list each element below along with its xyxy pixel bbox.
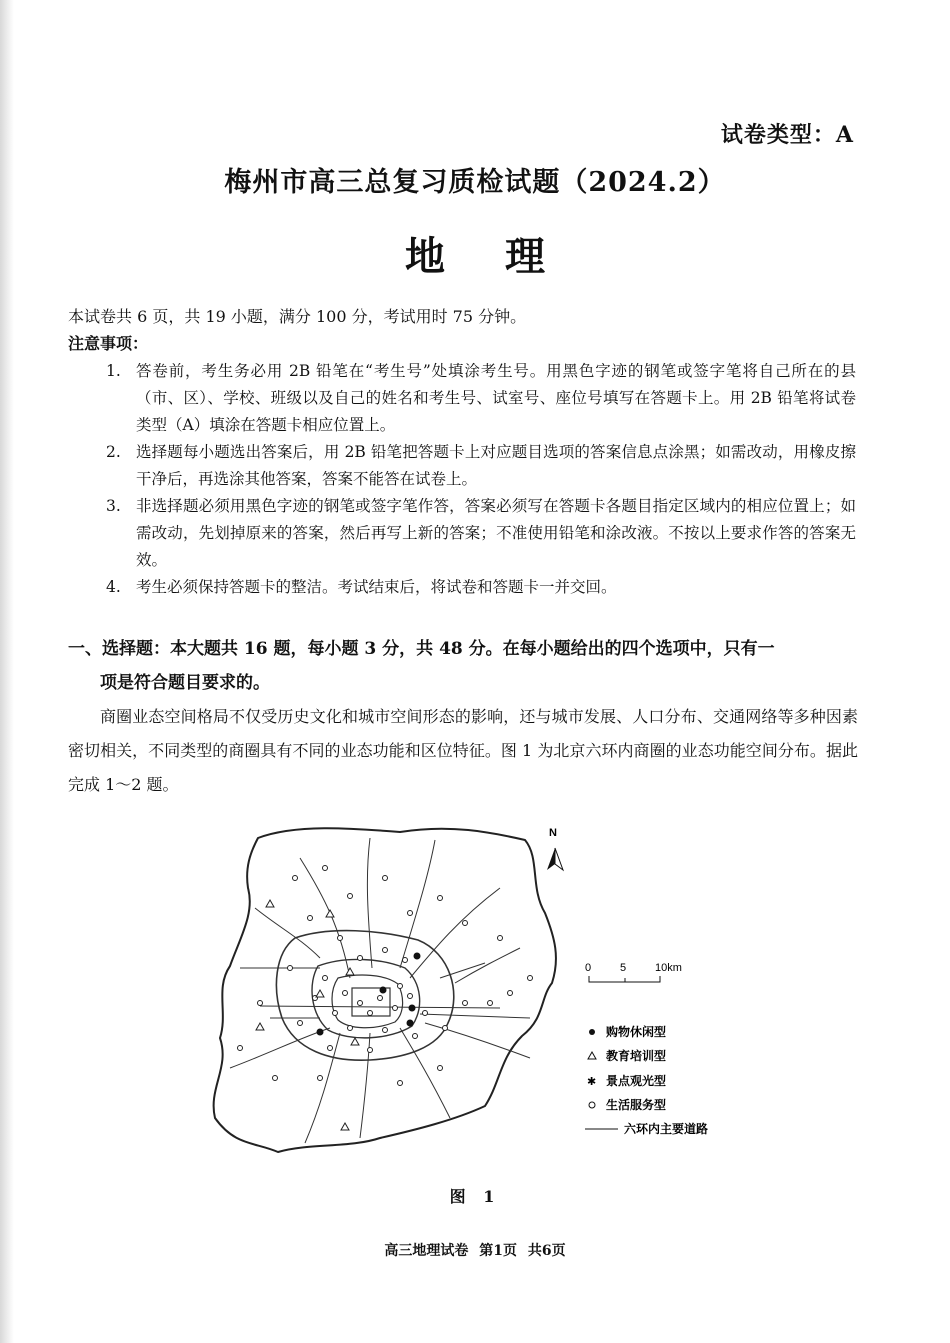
fourth-ring-road <box>312 959 420 1037</box>
notice-number: 3. <box>106 497 121 515</box>
paper-type: 试卷类型：A <box>720 122 854 148</box>
scale-0: 0 <box>585 962 592 974</box>
notice-number: 4. <box>106 578 121 596</box>
section-line-1: 一、选择题：本大题共 16 题，每小题 3 分，共 48 分。在每小题给出的四个选项中，只有一 <box>68 639 775 659</box>
legend-scenic: 景点观光型 <box>606 1074 667 1088</box>
exam-title: 梅州市高三总复习质检试题（2024.2） <box>224 167 726 198</box>
beijing-business-district-map <box>200 818 760 1163</box>
notice-text: 选择题每小题选出答案后，用 2B 铅笔把答题卡上对应题目选项的答案信息点涂黑；如需改动，用橡皮擦干净后，再选涂其他答案，答案不能答在试卷上。 <box>136 443 856 488</box>
notice-text: 考生必须保持答题卡的整洁。考试结束后，将试卷和答题卡一并交回。 <box>136 578 617 596</box>
legend-education: 教育培训型 <box>606 1049 667 1063</box>
notice-text: 答卷前，考生务必用 2B 铅笔在“考生号”处填涂考生号。用黑色字迹的钢笔或签字笔将自己所在的县（市、区）、学校、班级以及自己的姓名和考生号、试室号、座位号填写在答题卡上。用 2B 铅笔将试卷类型（A）填涂在答题卡相应位置上。 <box>136 362 856 434</box>
section-heading <box>68 632 858 700</box>
life-service-points <box>238 866 533 1086</box>
notice-number: 2. <box>106 443 121 461</box>
exam-intro: 本试卷共 6 页，共 19 小题，满分 100 分，考试用时 75 分钟。 <box>68 307 527 326</box>
legend-life-service: 生活服务型 <box>606 1098 667 1112</box>
third-ring-road <box>332 975 403 1028</box>
scan-edge-shadow <box>0 0 14 1343</box>
notice-item <box>106 493 856 574</box>
notice-text: 非选择题必须用黑色字迹的钢笔或签字笔作答，答案必须写在答题卡各题目指定区域内的相应位置上；如需改动，先划掉原来的答案，然后再写上新的答案；不准使用铅笔和涂改液。不按以上要求作答的答案无效。 <box>136 497 856 569</box>
notice-number: 1. <box>106 362 121 380</box>
figure-caption: 图 1 <box>449 1187 501 1206</box>
subject-heading: 地理 <box>405 233 605 280</box>
scale-10: 10km <box>655 962 682 974</box>
legend-shopping: 购物休闲型 <box>606 1025 667 1039</box>
notice-item <box>106 358 856 439</box>
map-legend <box>585 1024 708 1136</box>
north-label: N <box>549 827 557 839</box>
legend-roads: 六环内主要道路 <box>624 1122 709 1136</box>
notice-item <box>106 439 856 493</box>
north-arrow-icon <box>547 827 563 870</box>
scale-5: 5 <box>620 962 627 974</box>
notice-item <box>106 574 856 601</box>
legend-scenic-symbol: ✱ <box>587 1075 597 1088</box>
notice-heading: 注意事项： <box>68 334 149 353</box>
fifth-ring-road <box>276 931 453 1061</box>
section-line-2: 项是符合题目要求的。 <box>100 673 270 693</box>
question-passage: 商圈业态空间格局不仅受历史文化和城市空间形态的影响，还与城市发展、人口分布、交通网络等多种因素密切相关，不同类型的商圈具有不同的业态功能和区位特征。图 1 为北京六环内商圈的业态功能空间分布。据此完成 1～2 题。 <box>68 707 858 794</box>
page-footer: 高三地理试卷 第1页 共6页 <box>384 1243 566 1259</box>
notice-list <box>106 358 856 601</box>
scale-bar <box>585 962 682 982</box>
